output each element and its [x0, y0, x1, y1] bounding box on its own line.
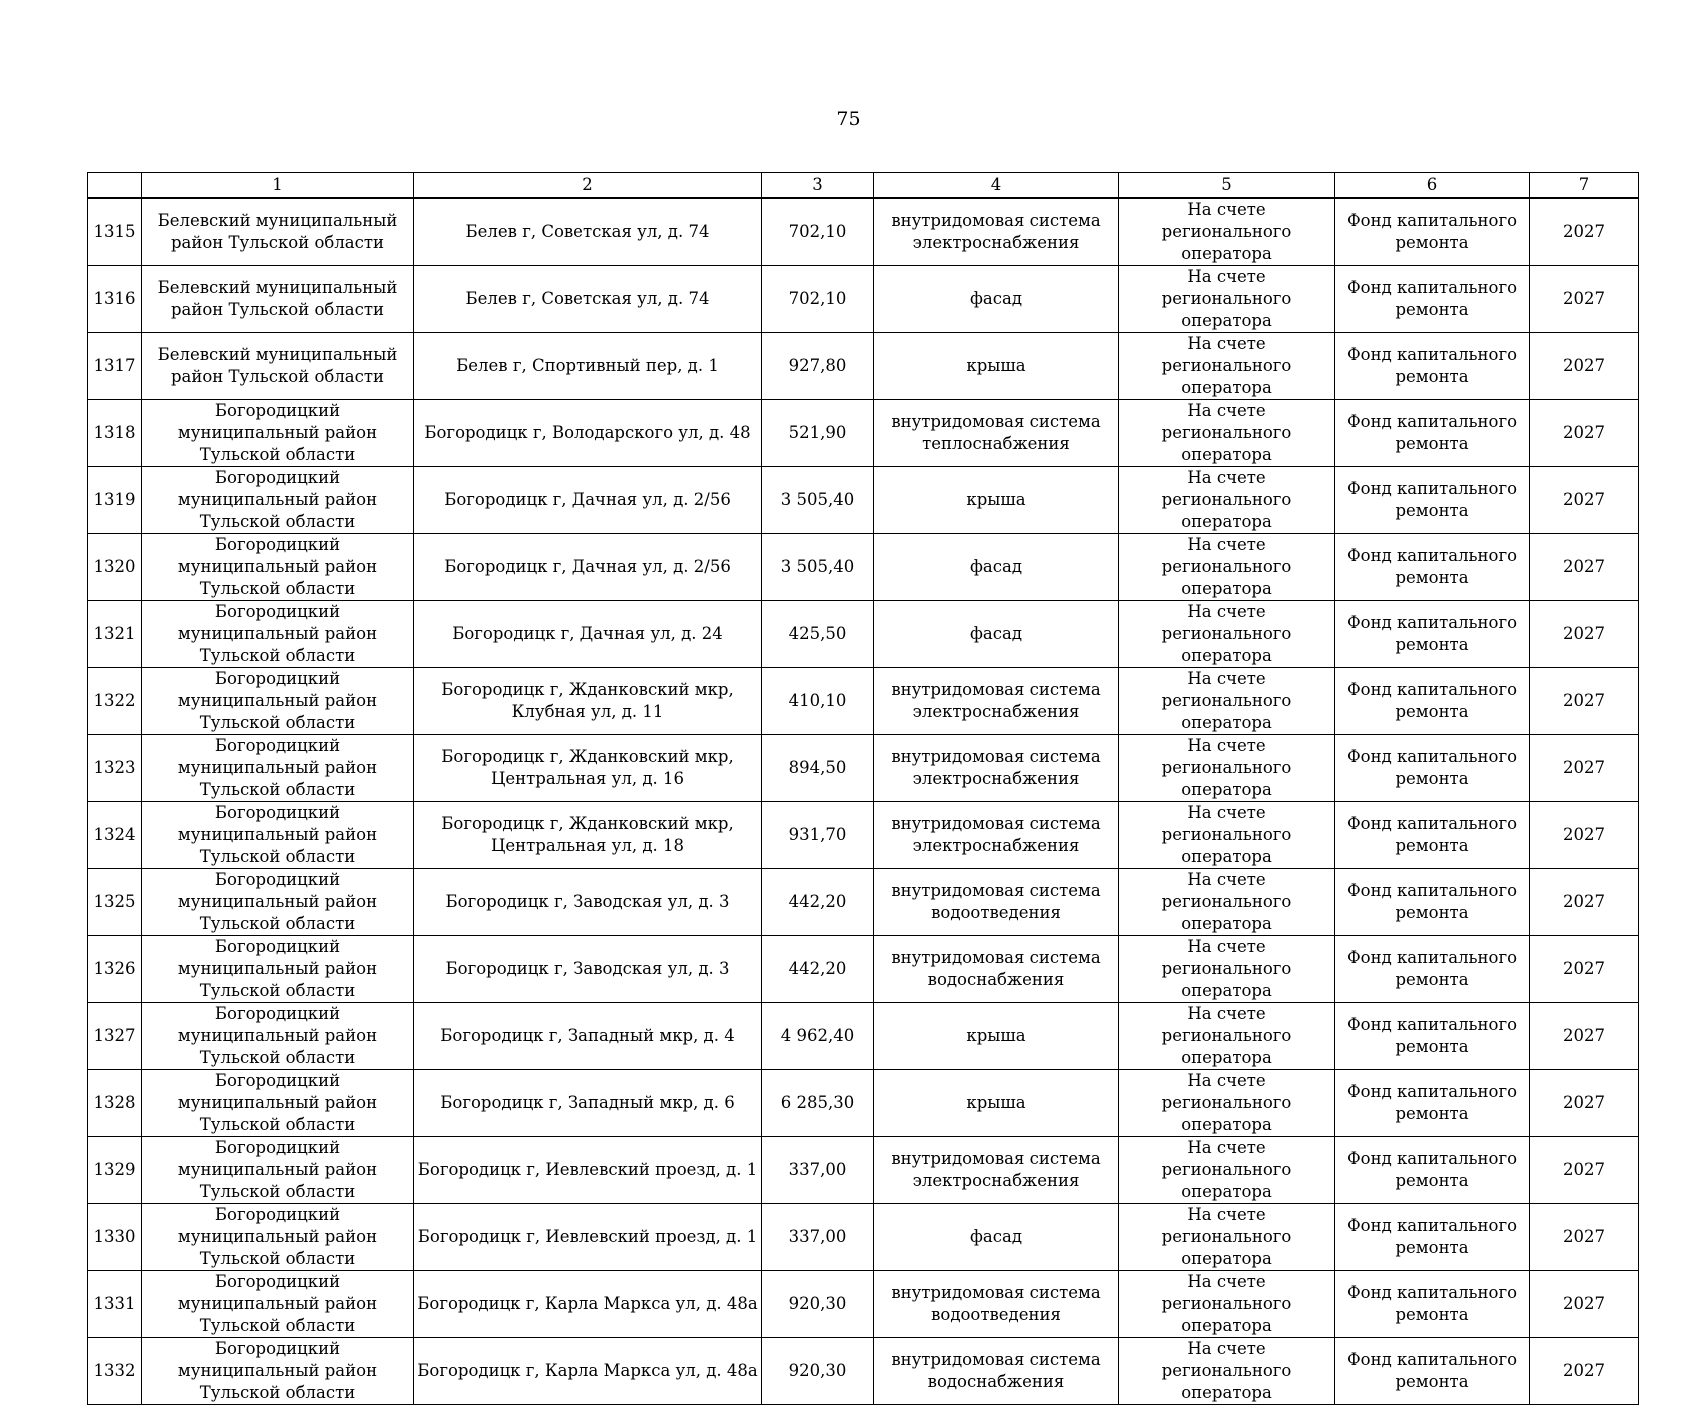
cost-cell: 931,70 — [762, 802, 874, 869]
year-cell: 2027 — [1530, 400, 1639, 467]
row-number: 1315 — [88, 198, 142, 266]
table-row — [88, 936, 1639, 1003]
table-header — [88, 173, 1639, 199]
repair-register-table — [87, 172, 1639, 1405]
column-header-6: 6 — [1335, 173, 1530, 199]
address-cell: Богородицк г, Дачная ул, д. 2/56 — [414, 534, 762, 601]
work-type-cell: фасад — [874, 1204, 1119, 1271]
district-cell: Богородицкий муниципальный район Тульской области — [142, 601, 414, 668]
row-number: 1332 — [88, 1338, 142, 1405]
table-body — [88, 198, 1639, 1405]
account-cell: На счете регионального оператора — [1119, 668, 1335, 735]
row-number: 1322 — [88, 668, 142, 735]
table-row — [88, 1271, 1639, 1338]
address-cell: Богородицк г, Западный мкр, д. 6 — [414, 1070, 762, 1137]
account-cell: На счете регионального оператора — [1119, 1070, 1335, 1137]
year-cell: 2027 — [1530, 1070, 1639, 1137]
district-cell: Белевский муниципальный район Тульской области — [142, 198, 414, 266]
table-row — [88, 869, 1639, 936]
fund-cell: Фонд капитального ремонта — [1335, 400, 1530, 467]
district-cell: Богородицкий муниципальный район Тульской области — [142, 1137, 414, 1204]
row-number: 1327 — [88, 1003, 142, 1070]
account-cell: На счете регионального оператора — [1119, 198, 1335, 266]
address-cell: Богородицк г, Иевлевский проезд, д. 1 — [414, 1137, 762, 1204]
cost-cell: 410,10 — [762, 668, 874, 735]
account-cell: На счете регионального оператора — [1119, 1271, 1335, 1338]
page-number: 75 — [836, 108, 861, 130]
fund-cell: Фонд капитального ремонта — [1335, 1137, 1530, 1204]
year-cell: 2027 — [1530, 266, 1639, 333]
work-type-cell: крыша — [874, 1070, 1119, 1137]
work-type-cell: крыша — [874, 333, 1119, 400]
fund-cell: Фонд капитального ремонта — [1335, 869, 1530, 936]
district-cell: Богородицкий муниципальный район Тульской области — [142, 668, 414, 735]
table-row — [88, 1204, 1639, 1271]
account-cell: На счете регионального оператора — [1119, 869, 1335, 936]
account-cell: На счете регионального оператора — [1119, 1204, 1335, 1271]
column-header-4: 4 — [874, 173, 1119, 199]
district-cell: Богородицкий муниципальный район Тульской области — [142, 400, 414, 467]
district-cell: Богородицкий муниципальный район Тульской области — [142, 869, 414, 936]
year-cell: 2027 — [1530, 1271, 1639, 1338]
account-cell: На счете регионального оператора — [1119, 400, 1335, 467]
work-type-cell: внутридомовая система теплоснабжения — [874, 400, 1119, 467]
district-cell: Богородицкий муниципальный район Тульской области — [142, 735, 414, 802]
table-row — [88, 198, 1639, 266]
address-cell: Богородицк г, Заводская ул, д. 3 — [414, 936, 762, 1003]
district-cell: Богородицкий муниципальный район Тульской области — [142, 534, 414, 601]
cost-cell: 702,10 — [762, 266, 874, 333]
row-number: 1320 — [88, 534, 142, 601]
account-cell: На счете регионального оператора — [1119, 467, 1335, 534]
account-cell: На счете регионального оператора — [1119, 266, 1335, 333]
account-cell: На счете регионального оператора — [1119, 1338, 1335, 1405]
account-cell: На счете регионального оператора — [1119, 936, 1335, 1003]
cost-cell: 920,30 — [762, 1338, 874, 1405]
table-row — [88, 802, 1639, 869]
year-cell: 2027 — [1530, 333, 1639, 400]
year-cell: 2027 — [1530, 534, 1639, 601]
work-type-cell: крыша — [874, 467, 1119, 534]
fund-cell: Фонд капитального ремонта — [1335, 1003, 1530, 1070]
row-number: 1317 — [88, 333, 142, 400]
row-number: 1326 — [88, 936, 142, 1003]
cost-cell: 442,20 — [762, 936, 874, 1003]
column-header-2: 2 — [414, 173, 762, 199]
cost-cell: 927,80 — [762, 333, 874, 400]
row-number: 1324 — [88, 802, 142, 869]
row-number: 1328 — [88, 1070, 142, 1137]
year-cell: 2027 — [1530, 601, 1639, 668]
work-type-cell: внутридомовая система электроснабжения — [874, 668, 1119, 735]
work-type-cell: внутридомовая система водоотведения — [874, 1271, 1119, 1338]
year-cell: 2027 — [1530, 467, 1639, 534]
cost-cell: 6 285,30 — [762, 1070, 874, 1137]
work-type-cell: внутридомовая система водоотведения — [874, 869, 1119, 936]
table-row — [88, 467, 1639, 534]
address-cell: Богородицк г, Иевлевский проезд, д. 1 — [414, 1204, 762, 1271]
address-cell: Богородицк г, Жданковский мкр, Клубная ул, д. 11 — [414, 668, 762, 735]
fund-cell: Фонд капитального ремонта — [1335, 1204, 1530, 1271]
fund-cell: Фонд капитального ремонта — [1335, 802, 1530, 869]
work-type-cell: внутридомовая система электроснабжения — [874, 735, 1119, 802]
table-row — [88, 735, 1639, 802]
district-cell: Богородицкий муниципальный район Тульской области — [142, 802, 414, 869]
cost-cell: 920,30 — [762, 1271, 874, 1338]
year-cell: 2027 — [1530, 1204, 1639, 1271]
column-header-1: 1 — [142, 173, 414, 199]
district-cell: Богородицкий муниципальный район Тульской области — [142, 467, 414, 534]
table-row — [88, 1070, 1639, 1137]
table-row — [88, 601, 1639, 668]
year-cell: 2027 — [1530, 1003, 1639, 1070]
row-number: 1329 — [88, 1137, 142, 1204]
table-row — [88, 400, 1639, 467]
column-header-7: 7 — [1530, 173, 1639, 199]
column-header-0 — [88, 173, 142, 199]
row-number: 1323 — [88, 735, 142, 802]
fund-cell: Фонд капитального ремонта — [1335, 266, 1530, 333]
address-cell: Богородицк г, Карла Маркса ул, д. 48а — [414, 1338, 762, 1405]
table-row — [88, 1003, 1639, 1070]
address-cell: Богородицк г, Дачная ул, д. 2/56 — [414, 467, 762, 534]
account-cell: На счете регионального оператора — [1119, 802, 1335, 869]
cost-cell: 442,20 — [762, 869, 874, 936]
row-number: 1325 — [88, 869, 142, 936]
account-cell: На счете регионального оператора — [1119, 1003, 1335, 1070]
cost-cell: 702,10 — [762, 198, 874, 266]
work-type-cell: внутридомовая система электроснабжения — [874, 802, 1119, 869]
work-type-cell: внутридомовая система водоснабжения — [874, 1338, 1119, 1405]
column-header-5: 5 — [1119, 173, 1335, 199]
table-row — [88, 333, 1639, 400]
row-number: 1319 — [88, 467, 142, 534]
work-type-cell: крыша — [874, 1003, 1119, 1070]
year-cell: 2027 — [1530, 735, 1639, 802]
district-cell: Богородицкий муниципальный район Тульской области — [142, 1204, 414, 1271]
row-number: 1318 — [88, 400, 142, 467]
district-cell: Богородицкий муниципальный район Тульской области — [142, 1070, 414, 1137]
year-cell: 2027 — [1530, 936, 1639, 1003]
address-cell: Богородицк г, Карла Маркса ул, д. 48а — [414, 1271, 762, 1338]
year-cell: 2027 — [1530, 869, 1639, 936]
fund-cell: Фонд капитального ремонта — [1335, 534, 1530, 601]
address-cell: Белев г, Советская ул, д. 74 — [414, 266, 762, 333]
district-cell: Белевский муниципальный район Тульской области — [142, 266, 414, 333]
row-number: 1331 — [88, 1271, 142, 1338]
cost-cell: 337,00 — [762, 1137, 874, 1204]
header-row — [88, 173, 1639, 199]
year-cell: 2027 — [1530, 668, 1639, 735]
fund-cell: Фонд капитального ремонта — [1335, 1271, 1530, 1338]
account-cell: На счете регионального оператора — [1119, 735, 1335, 802]
year-cell: 2027 — [1530, 802, 1639, 869]
cost-cell: 3 505,40 — [762, 467, 874, 534]
row-number: 1321 — [88, 601, 142, 668]
cost-cell: 4 962,40 — [762, 1003, 874, 1070]
fund-cell: Фонд капитального ремонта — [1335, 668, 1530, 735]
address-cell: Белев г, Спортивный пер, д. 1 — [414, 333, 762, 400]
address-cell: Богородицк г, Заводская ул, д. 3 — [414, 869, 762, 936]
cost-cell: 521,90 — [762, 400, 874, 467]
district-cell: Богородицкий муниципальный район Тульской области — [142, 1271, 414, 1338]
row-number: 1316 — [88, 266, 142, 333]
account-cell: На счете регионального оператора — [1119, 601, 1335, 668]
work-type-cell: внутридомовая система электроснабжения — [874, 198, 1119, 266]
work-type-cell: фасад — [874, 266, 1119, 333]
district-cell: Богородицкий муниципальный район Тульской области — [142, 1338, 414, 1405]
cost-cell: 337,00 — [762, 1204, 874, 1271]
column-header-3: 3 — [762, 173, 874, 199]
table-row — [88, 668, 1639, 735]
district-cell: Богородицкий муниципальный район Тульской области — [142, 936, 414, 1003]
year-cell: 2027 — [1530, 1338, 1639, 1405]
cost-cell: 425,50 — [762, 601, 874, 668]
address-cell: Богородицк г, Жданковский мкр, Центральная ул, д. 16 — [414, 735, 762, 802]
year-cell: 2027 — [1530, 198, 1639, 266]
fund-cell: Фонд капитального ремонта — [1335, 467, 1530, 534]
year-cell: 2027 — [1530, 1137, 1639, 1204]
work-type-cell: фасад — [874, 601, 1119, 668]
work-type-cell: внутридомовая система электроснабжения — [874, 1137, 1119, 1204]
table-row — [88, 266, 1639, 333]
table-row — [88, 1137, 1639, 1204]
cost-cell: 894,50 — [762, 735, 874, 802]
fund-cell: Фонд капитального ремонта — [1335, 333, 1530, 400]
fund-cell: Фонд капитального ремонта — [1335, 735, 1530, 802]
fund-cell: Фонд капитального ремонта — [1335, 601, 1530, 668]
work-type-cell: внутридомовая система водоснабжения — [874, 936, 1119, 1003]
district-cell: Белевский муниципальный район Тульской области — [142, 333, 414, 400]
address-cell: Богородицк г, Западный мкр, д. 4 — [414, 1003, 762, 1070]
fund-cell: Фонд капитального ремонта — [1335, 198, 1530, 266]
account-cell: На счете регионального оператора — [1119, 534, 1335, 601]
work-type-cell: фасад — [874, 534, 1119, 601]
fund-cell: Фонд капитального ремонта — [1335, 936, 1530, 1003]
row-number: 1330 — [88, 1204, 142, 1271]
account-cell: На счете регионального оператора — [1119, 1137, 1335, 1204]
account-cell: На счете регионального оператора — [1119, 333, 1335, 400]
fund-cell: Фонд капитального ремонта — [1335, 1338, 1530, 1405]
table-row — [88, 1338, 1639, 1405]
address-cell: Богородицк г, Жданковский мкр, Центральная ул, д. 18 — [414, 802, 762, 869]
address-cell: Богородицк г, Володарского ул, д. 48 — [414, 400, 762, 467]
cost-cell: 3 505,40 — [762, 534, 874, 601]
fund-cell: Фонд капитального ремонта — [1335, 1070, 1530, 1137]
table-row — [88, 534, 1639, 601]
district-cell: Богородицкий муниципальный район Тульской области — [142, 1003, 414, 1070]
address-cell: Белев г, Советская ул, д. 74 — [414, 198, 762, 266]
address-cell: Богородицк г, Дачная ул, д. 24 — [414, 601, 762, 668]
